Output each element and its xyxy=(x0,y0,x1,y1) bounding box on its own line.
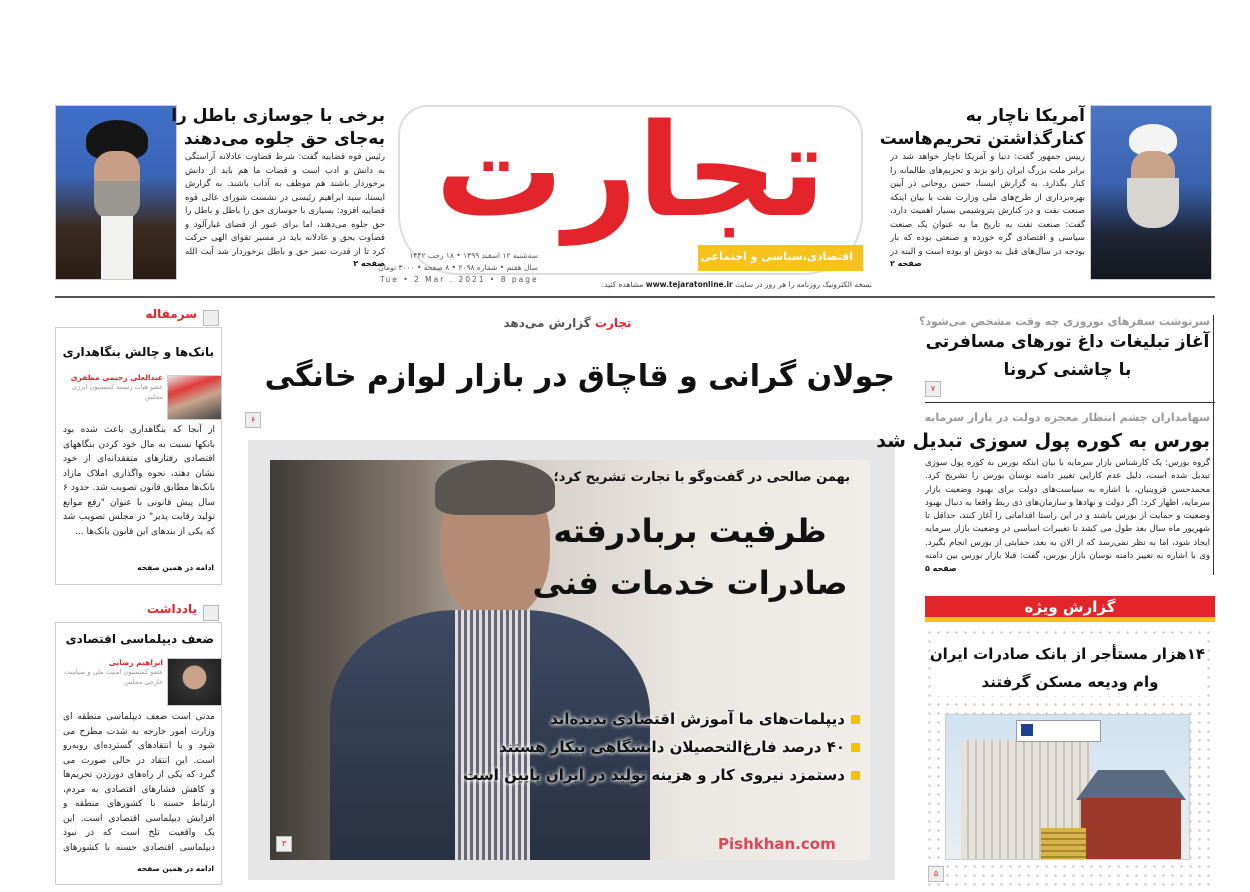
date-line-2: سال هفتم • شماره ۲۰۹۸ • ۸ صفحه • ۳۰۰۰ تومان xyxy=(378,263,538,272)
editorial-author-name: عبدالعلی رحیمی مظفری xyxy=(70,373,163,382)
rouhani-photo xyxy=(1090,105,1212,280)
note-author-role: عضو کمیسیون امنیت ملی و سیاست خارجی مجلس xyxy=(64,668,163,686)
editorial-box xyxy=(55,305,222,585)
site-line xyxy=(540,280,872,289)
right-story-divider xyxy=(925,402,1215,403)
top-right-body: رییس جمهور گفت: دنیا و آمریکا ناچار خواهد شد در برابر ملت بزرگ ایران زانو بزند و تحریم‌های ظالمانه را کنار بگذارد. به گزارش ایسنا، حسن روحانی در آیین بهره‌برداری از طرح‌های ملی وزارت نفت با بیان اینکه صنعت نفت و در کنارش پتروشیمی بسیار اهمیت دارد، گفت: صنعت نفت به تاریخ ما به عنوان یک صنعت سیاسی و اقتصادی گره خورده و صنعتی بوده که بار بودجه در سال‌های قبل به دوش او بوده است و البته در xyxy=(890,152,1085,257)
editorial-title[interactable]: بانک‌ها و چالش بنگاهداری xyxy=(62,345,214,359)
story2-body: گروه بورس: یک کارشناس بازار سرمایه با بیان اینکه بورس به کوره پول سوزی تبدیل شده است، دلیل عدم کارایی تغییر دامنه نوسان بورس را تشریح کرد. محمدحسن قزوینیان، با اشاره به سیاست‌های دولت برای بهبود وضعیت بازار سرمایه، اظهار کرد: اگر دولت و نهادها و سازمان‌های ذی ربط واقعا به دنبال بهبود وضعیت و حمایت از بورس باشند و در این راستا اقداماتی را آغاز کنند، حداقل تا شهریور ماه سال بعد طول می کشد تا تغییرات اساسی در وضعیت بازار سرمایه ایجاد شود، اما به نظر نمی‌رسد که از الان به بعد، حمایتی از بورس انجام بگیرد. وی با اشاره به تغییر دامنه نوسان بازار بورس، گفت: قبلا بازار بورس بین دامنه xyxy=(925,458,1210,562)
editorial-section: سرمقاله xyxy=(145,307,197,321)
bullet-square-icon xyxy=(851,743,860,752)
top-left-story xyxy=(171,105,385,268)
feature-frame xyxy=(248,440,895,880)
bullet-square-icon xyxy=(851,715,860,724)
note-author xyxy=(63,658,163,687)
special-report-banner xyxy=(925,596,1215,622)
note-author-name: ابراهیم رضایی xyxy=(108,658,163,667)
feature-bullet: دستمزد نیروی کار و هزینه تولید در ایران پایین است xyxy=(380,766,860,784)
feature-title-1: ظرفیت بربادرفته xyxy=(553,512,827,550)
story2-page-ref[interactable]: صفحه ۵ xyxy=(925,564,957,573)
feature-page-number[interactable]: ۳ xyxy=(276,836,292,852)
story2-overline: سهامداران چشم انتظار معجزه دولت در بازار سرمایه xyxy=(924,411,1210,424)
editorial-body: از آنجا که بنگاهداری باعث شده بود بانکها نسبت به مال خود کردن بنگاههای اقتصادی رفتارهای متفقدانه‌ای از خود نشان دهند، نحوه واگذاری املاک مازاد بانک‌ها مطابق قانون تصویب شد. حدود ۶ سال پیش قانونی با عنوان "رفع موانع تولید رقابت پذیر" در مجلس تصویب شد که یکی از بندهای این قانون بانک‌ها ... xyxy=(63,425,215,537)
story1-overline: سرنوشت سفرهای نوروزی چه وقت مشخص می‌شود؟ xyxy=(918,315,1210,328)
feature-title-2: صادرات خدمات فنی xyxy=(532,564,848,602)
top-left-headline-2[interactable]: به‌جای حق جلوه می‌دهند xyxy=(183,129,385,149)
special-title[interactable] xyxy=(929,640,1205,696)
watermark: Pishkhan.com xyxy=(718,835,836,853)
date-line-1: سه‌شنبه ۱۲ اسفند ۱۳۹۹ • ۱۸ رجب ۱۴۴۲ xyxy=(409,251,538,260)
top-right-headline-1[interactable]: آمریکا ناچار به xyxy=(965,106,1085,126)
site-prefix: نسخه الکترونیک روزنامه را هر روز در سایت xyxy=(735,280,872,289)
editorial-author-photo xyxy=(167,375,222,420)
story2-title[interactable]: بورس به کوره پول سوزی تبدیل شد xyxy=(876,430,1210,452)
main-headline[interactable]: جولان گرانی و قاچاق در بازار لوازم خانگی xyxy=(264,359,895,394)
story1-title-2[interactable]: با چاشنی کرونا xyxy=(1003,360,1132,380)
raisi-photo xyxy=(55,105,177,280)
section-marker-icon xyxy=(203,310,219,326)
site-suffix: مشاهده کنید. xyxy=(601,280,644,289)
feature-overline: بهمن صالحی در گفت‌وگو با تجارت تشریح کرد؛ xyxy=(553,470,850,485)
site-url[interactable]: www.tejaratonline.ir xyxy=(645,280,733,289)
right-story-2 xyxy=(876,410,1210,574)
editorial-author-role: عضو هیات رئیسه کمیسیون انرژی مجلس xyxy=(72,383,163,401)
date-line-3: Tue • 2 Mar . 2021 • 8 page xyxy=(380,275,539,284)
right-story-1 xyxy=(918,315,1210,384)
note-body: مدتی است ضعف دیپلماسی منطقه ای وزارت امور خارجه به شدت مطرح می شود و با انتقادهای گسترده‌ای روبه‌رو است. این انتقاد در حالی صورت می گیرد که یکی از راه‌های دورزدن تحریم‌ها و کاهش فشارهای اقتصادی به مردم، ارتباط حسنه با کشورهای منطقه و افزایش دیپلماسی اقتصادی است. این یک واقعیت تلخ است که در نبود دیپلماسی اقتصادی حسنه با کشورهای xyxy=(63,712,215,853)
header-divider xyxy=(55,296,1215,298)
date-block xyxy=(380,250,538,286)
note-continue-link[interactable]: ادامه در همین صفحه xyxy=(137,864,214,873)
top-left-page-ref[interactable]: صفحه ۲ xyxy=(353,259,385,268)
main-page-number[interactable]: ۶ xyxy=(245,412,261,428)
feature-bullet: ۴۰ درصد فارغ‌التحصیلان دانشگاهی بیکار هستند xyxy=(380,738,860,756)
feature-bullet: دیپلمات‌های ما آموزش اقتصادی ندیده‌اند xyxy=(380,710,860,728)
top-left-headline-1[interactable]: برخی با جوسازی باطل را xyxy=(171,106,385,126)
bullet-square-icon xyxy=(851,771,860,780)
special-title-1: ۱۴هزار مستأجر از بانک صادرات ایران xyxy=(929,645,1205,663)
story1-title-1[interactable]: آغاز تبلیغات داغ تورهای مسافرتی xyxy=(925,332,1210,352)
feature-title[interactable] xyxy=(525,505,855,609)
top-right-story xyxy=(879,105,1085,268)
right-col-rule xyxy=(1213,315,1214,575)
feature-bullets xyxy=(380,710,860,794)
editorial-author xyxy=(63,373,163,402)
note-title[interactable]: ضعف دیپلماسی اقتصادی xyxy=(65,632,214,646)
top-right-headline-2[interactable]: کنارگذاشتن تحریم‌هاست xyxy=(879,129,1085,149)
special-title-2: وام ودیعه مسکن گرفتند xyxy=(981,673,1159,691)
note-box xyxy=(55,600,222,885)
kicker-brand: تجارت xyxy=(594,316,632,330)
special-banner-label: گزارش ویژه xyxy=(1024,598,1116,616)
masthead-tagline: اقتصادی،سیاسی و اجتماعی xyxy=(700,250,853,263)
top-left-body: رئیس قوه قضاییه گفت: شرط قضاوت عادلانه آراستگی به دانش و ادب است و قضات ما هم باید از دانش برخوردار باشند هم موظف به آداب باشند. به گزارش ایسنا، سید ابراهیم رئیسی در نشست شورای عالی قوه قضاییه افزود: بسیاری با جوسازی حق را باطل و باطل را حق جلوه می‌دهند، اما برای عبور از فضای غبارآلود و قضاوت بحق و عادلانه باید در مسیر تقوای الهی حرکت کرد تا از قدرت تمیز حق و باطل برخوردار شد آیت الله xyxy=(185,152,385,257)
story1-page-number[interactable]: ۷ xyxy=(925,381,941,397)
kicker-rest: گزارش می‌دهد xyxy=(503,316,591,330)
editorial-continue-link[interactable]: ادامه در همین صفحه xyxy=(137,563,214,572)
main-kicker xyxy=(240,316,895,330)
bank-house-image xyxy=(945,714,1190,860)
special-page-number[interactable]: ۵ xyxy=(928,866,944,882)
special-report-box xyxy=(925,628,1215,888)
note-author-photo xyxy=(167,658,222,706)
note-section: یادداشت xyxy=(147,602,197,616)
section-marker-icon xyxy=(203,605,219,621)
logo-text: تجارت xyxy=(435,97,826,246)
top-right-page-ref[interactable]: صفحه ۲ xyxy=(890,259,922,268)
